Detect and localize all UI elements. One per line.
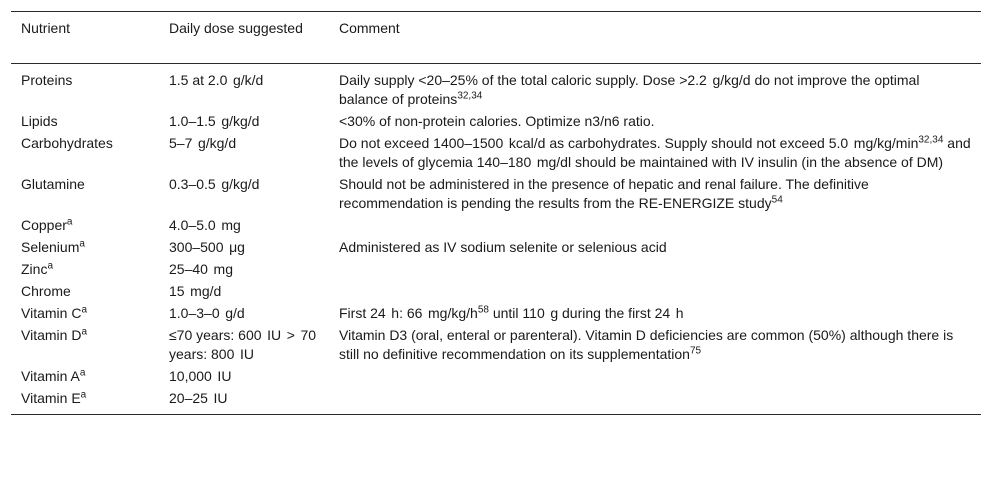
table-row <box>11 303 981 325</box>
header-daily-dose: Daily dose suggested <box>159 12 329 64</box>
cell-comment <box>329 388 981 415</box>
nutrient-footnote-mark: a <box>79 367 86 379</box>
cell-nutrient <box>11 281 159 303</box>
table-body <box>11 64 981 415</box>
cell-dose: 10,000 IU <box>169 368 232 384</box>
comment-reference: 32,34 <box>918 134 944 146</box>
cell-nutrient <box>11 259 159 281</box>
nutrient-name: Vitamin E <box>21 390 81 406</box>
cell-comment <box>329 111 981 133</box>
comment-reference: 54 <box>771 194 783 206</box>
nutrient-name: Zinc <box>21 261 48 277</box>
nutrient-name: Proteins <box>21 72 73 88</box>
cell-comment <box>329 133 981 174</box>
cell-dose: ≤70 years: 600 IU > 70 years: 800 IU <box>169 327 317 362</box>
cell-nutrient <box>11 111 159 133</box>
cell-nutrient <box>11 133 159 174</box>
comment-text: Should not be administered in the presence of hepatic and renal failure. The definitive recommendation is pending the results from the RE-ENERGIZE study <box>339 176 869 211</box>
header-nutrient: Nutrient <box>11 12 159 64</box>
table-row <box>11 174 981 215</box>
nutrient-table <box>11 11 981 415</box>
nutrient-name: Vitamin C <box>21 305 82 321</box>
cell-nutrient <box>11 237 159 259</box>
nutrient-name: Copper <box>21 217 67 233</box>
nutrient-name: Glutamine <box>21 176 85 192</box>
cell-comment <box>329 64 981 112</box>
cell-dose: 0.3–0.5 g/kg/d <box>169 176 260 192</box>
table-row <box>11 281 981 303</box>
table-row <box>11 366 981 388</box>
cell-comment <box>329 174 981 215</box>
comment-reference: 32,34 <box>457 90 483 102</box>
nutrient-name: Selenium <box>21 239 80 255</box>
nutrient-name: Vitamin D <box>21 327 82 343</box>
cell-comment <box>329 303 981 325</box>
cell-dose: 1.5 at 2.0 g/k/d <box>169 72 264 88</box>
cell-nutrient <box>11 215 159 237</box>
table-row <box>11 325 981 366</box>
cell-nutrient <box>11 325 159 366</box>
cell-dose: 300–500 μg <box>169 239 245 255</box>
comment-text: Administered as IV sodium selenite or selenious acid <box>339 239 667 255</box>
cell-nutrient <box>11 174 159 215</box>
header-row <box>11 12 981 64</box>
table-header <box>11 12 981 64</box>
table-row <box>11 64 981 112</box>
cell-dose: 1.0–1.5 g/kg/d <box>169 113 260 129</box>
table-row <box>11 111 981 133</box>
cell-dose: 15 mg/d <box>169 283 222 299</box>
comment-reference: 58 <box>477 304 489 316</box>
table-row <box>11 388 981 415</box>
cell-dose: 25–40 mg <box>169 261 233 277</box>
comment-text-continued: and the levels of glycemia 140–180 mg/dl should be maintained with IV insulin (in the absence of DM) <box>339 135 971 170</box>
nutrient-footnote-mark: a <box>47 260 54 272</box>
table-row <box>11 259 981 281</box>
comment-text: <30% of non-protein calories. Optimize n3/n6 ratio. <box>339 113 655 129</box>
comment-text-continued: until 110 g during the first 24 h <box>488 305 684 321</box>
comment-text: Daily supply <20–25% of the total caloric supply. Dose >2.2 g/kg/d do not improve the optimal balance of proteins <box>339 72 920 107</box>
nutrient-name: Chrome <box>21 283 71 299</box>
cell-comment <box>329 366 981 388</box>
comment-text: First 24 h: 66 mg/kg/h <box>339 305 478 321</box>
cell-nutrient <box>11 64 159 112</box>
nutrient-footnote-mark: a <box>80 389 87 401</box>
nutrient-footnote-mark: a <box>81 326 87 338</box>
cell-dose: 20–25 IU <box>159 388 329 415</box>
cell-nutrient <box>11 366 159 388</box>
table-row <box>11 215 981 237</box>
cell-nutrient <box>11 388 159 415</box>
header-comment: Comment <box>329 12 981 64</box>
table-row <box>11 133 981 174</box>
nutrient-footnote-mark: a <box>79 238 85 250</box>
cell-nutrient <box>11 303 159 325</box>
cell-dose: 4.0–5.0 mg <box>169 217 241 233</box>
nutrient-footnote-mark: a <box>81 304 87 316</box>
nutrient-name: Vitamin A <box>21 368 80 384</box>
comment-text: Vitamin D3 (oral, enteral or parenteral). Vitamin D deficiencies are common (50%) although there is still no definitive recommendation on its supplementation <box>339 327 954 362</box>
nutrient-name: Lipids <box>21 113 58 129</box>
cell-comment <box>329 259 981 281</box>
cell-comment <box>329 325 981 366</box>
cell-dose: 1.0–3–0 g/d <box>169 305 245 321</box>
cell-comment <box>329 215 981 237</box>
cell-comment <box>329 237 981 259</box>
nutrient-footnote-mark: a <box>66 216 73 228</box>
cell-comment <box>329 281 981 303</box>
cell-dose: 5–7 g/kg/d <box>169 135 237 151</box>
comment-reference: 75 <box>689 345 702 357</box>
nutrient-name: Carbohydrates <box>21 135 113 151</box>
comment-text: Do not exceed 1400–1500 kcal/d as carbohydrates. Supply should not exceed 5.0 mg/kg/min <box>339 135 919 151</box>
table-row <box>11 237 981 259</box>
